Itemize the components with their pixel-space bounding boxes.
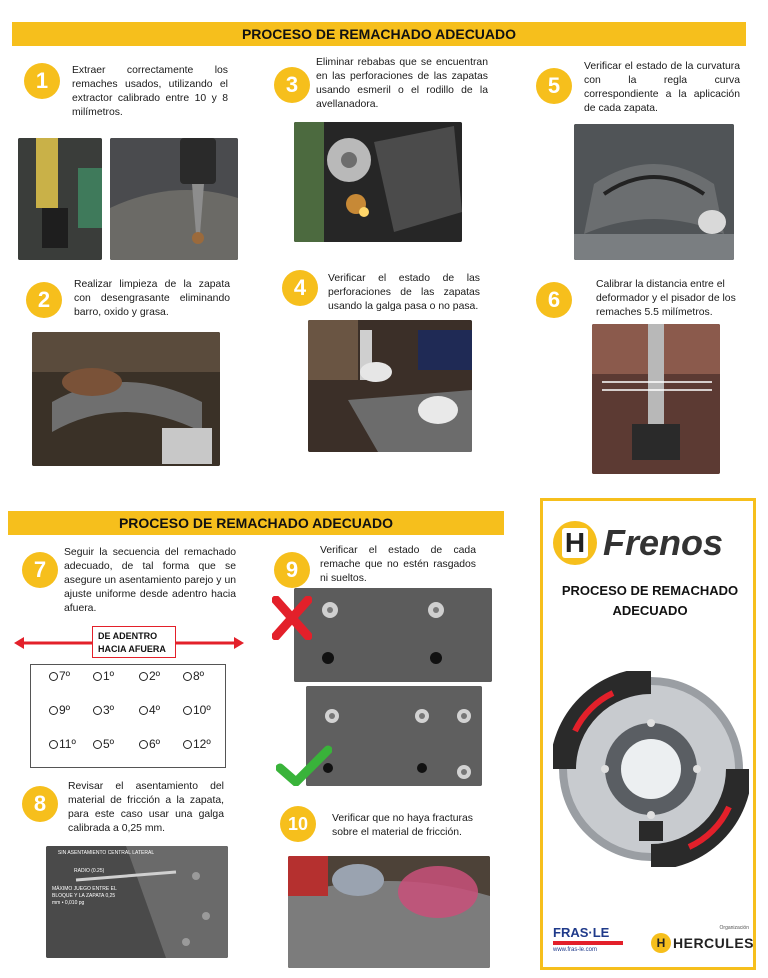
rivet-hole: [139, 669, 160, 683]
curvature-illustration: [574, 124, 734, 260]
hercules-h-icon: [651, 933, 671, 953]
h-logo-icon: [553, 521, 597, 565]
rivet-order-label: 7º: [59, 669, 71, 683]
rivet-hole: [93, 737, 114, 751]
step-9-photo-good-rivets: [306, 686, 482, 786]
rivet-removal-illustration: [110, 138, 238, 260]
rivet-order-label: 1º: [103, 669, 115, 683]
step-5-photo-curvature: [574, 124, 734, 260]
rivet-hole: [183, 703, 211, 717]
arrow-label-line-1: DE ADENTRO: [98, 631, 158, 641]
rivet-hole: [183, 737, 211, 751]
rivet-order-label: 11º: [59, 737, 76, 751]
gauge-illustration: [308, 320, 472, 452]
bad-rivets-illustration: [294, 588, 492, 682]
grinding-illustration: [294, 122, 462, 242]
step-1-text: Extraer correctamente los remaches usados, utilizando el extractor calibrado entre 10 y 8 milímetros.: [72, 65, 228, 118]
step-3-number: 3: [274, 67, 310, 103]
rivet-order-label: 9º: [59, 703, 71, 717]
fras-le-logo: [553, 925, 633, 953]
rivet-hole: [183, 669, 204, 683]
step-4-number: 4: [282, 270, 318, 306]
rivet-order-label: 5º: [103, 737, 115, 751]
frenos-wordmark: Frenos: [603, 522, 724, 563]
photo8-label-mid: RADIO (0.25): [74, 868, 105, 874]
rivet-order-label: 3º: [103, 703, 115, 717]
step-6-photo-calibration: [592, 324, 720, 474]
hercules-wordmark: HERCULES: [673, 935, 755, 951]
step-3-text: Eliminar rebabas que se encuentran en las perforaciones de las zapatas usando esmeril o el rodillo de la avellanadora.: [316, 57, 488, 110]
cleaning-illustration: [32, 332, 220, 466]
rivet-hole: [139, 737, 160, 751]
extractor-illustration: [18, 138, 102, 260]
step-2-text: Realizar limpieza de la zapata con desengrasante eliminando barro, oxido y grasa.: [74, 279, 230, 318]
step-10-number: 10: [280, 806, 316, 842]
step-10-text: Verificar que no haya fracturas sobre el material de fricción.: [332, 813, 473, 838]
step-9-photo-bad-rivets: [294, 588, 492, 682]
calibration-illustration: [592, 324, 720, 474]
step-2-number: 2: [26, 282, 62, 318]
step-8-photo-feeler-gauge: [46, 846, 228, 958]
step-8-text: Revisar el asentamiento del material de fricción a la zapata, para este caso usar una galga calibrada a 0,25 mm.: [68, 781, 224, 834]
step-1-photo-extractor: [18, 138, 102, 260]
rivet-order-label: 4º: [149, 703, 161, 717]
h-logo-letter: H: [562, 528, 588, 558]
hercules-h-letter: H: [656, 936, 666, 950]
step-4-photo-gauge: [308, 320, 472, 452]
friction-check-illustration: [288, 856, 490, 968]
correct-check-icon: [276, 744, 332, 786]
step-1-photo-rivet-removal: [110, 138, 238, 260]
step-5-number: 5: [536, 68, 572, 104]
step-6-text: Calibrar la distancia entre el deformador y el pisador de los remaches 5.5 milímetros.: [596, 279, 736, 318]
step-9-number: 9: [274, 552, 310, 588]
photo8-label-top: SIN ASENTAMIENTO CENTRAL LATERAL: [57, 850, 155, 856]
step-3-photo-grinding: [294, 122, 462, 242]
rivet-hole: [49, 703, 70, 717]
step-1-number: 1: [24, 63, 60, 99]
step-5-text: Verificar el estado de la curvatura con la regla curva correspondiente a la aplicación de cada zapata.: [584, 61, 740, 114]
step-6-number: 6: [536, 282, 572, 318]
brake-drum-illustration: [553, 671, 749, 867]
rivet-sequence-grid: [30, 664, 226, 768]
rivet-order-label: 12º: [193, 737, 211, 751]
arrow-label-box: [92, 626, 176, 658]
rivet-hole: [49, 737, 76, 751]
top-banner-title: PROCESO DE REMACHADO ADECUADO: [12, 22, 746, 46]
hercules-logo: [651, 925, 755, 959]
rivet-hole: [93, 669, 114, 683]
rivet-hole: [49, 669, 70, 683]
rivet-order-label: 8º: [193, 669, 205, 683]
fras-le-wordmark: FRAS·LE: [553, 925, 623, 945]
step-7-text: Seguir la secuencia del remachado adecuado, de tal forma que se asegure un asentamiento parejo y un ajuste uniforme desde adentro hacia afuera.: [64, 547, 236, 614]
step-10-photo-friction-check: [288, 856, 490, 968]
frenos-logo: [553, 517, 749, 569]
fras-le-url: www.fras-le.com: [553, 947, 598, 953]
step-2-photo-cleaning: [32, 332, 220, 466]
rivet-order-label: 10º: [193, 703, 211, 717]
rivet-order-label: 6º: [149, 737, 161, 751]
rivet-order-label: 2º: [149, 669, 161, 683]
org-label: Organización: [719, 925, 749, 931]
good-rivets-illustration: [306, 686, 482, 786]
middle-banner-title: PROCESO DE REMACHADO ADECUADO: [8, 511, 504, 535]
brand-panel: [540, 498, 756, 970]
arrow-label-line-2: HACIA AFUERA: [98, 644, 166, 654]
step-9-text: Verificar el estado de cada remache que no estén rasgados ni sueltos.: [320, 545, 476, 584]
step-8-number: 8: [22, 786, 58, 822]
step-7-number: 7: [22, 552, 58, 588]
incorrect-x-icon: [272, 596, 312, 640]
photo8-label-bottom: MÁXIMO JUEGO ENTRE EL BLOQUE Y LA ZAPATA 0,25 mm • 0,010 pg: [52, 886, 117, 906]
panel-title: PROCESO DE REMACHADO ADECUADO: [561, 583, 739, 618]
rivet-hole: [139, 703, 160, 717]
step-4-text: Verificar el estado de las perforaciones de las zapatas usando la galga pasa o no pasa.: [328, 273, 480, 312]
rivet-hole: [93, 703, 114, 717]
